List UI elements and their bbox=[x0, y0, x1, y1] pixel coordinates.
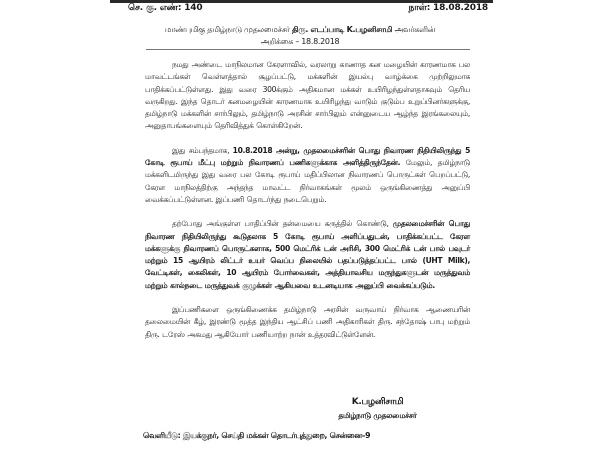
paragraph-text: மேலும், தமிழ்நாடு மக்களிடமிருந்து இது வரை பல கோடி ரூபாய் மதிப்பிலான நிவாரணப் பொருட்கள் பெறப்பட்டு, கேரள மாநிலத்திற்கு அந்தந்த மாவட்ட நிர்வாகங்கள் மூலம் ஒருங்கிணைத்து அனுப்பி வைக்கப்பட்டுள்ளன. இப்பணி தொடர்ந்து நடைபெறும். bbox=[145, 158, 470, 204]
heading-line-1 bbox=[128, 24, 472, 36]
statement-body bbox=[145, 59, 470, 353]
paragraph-bold-text: 10.8.2018 அன்று, முதலமைச்சரின் பொது நிவாரண நிதியிலிருந்து 5 கோடி ரூபாய் மீட்பு மற்றும் நிவாரணப் பணிகளுக்காக அளித்திருந்தேன். bbox=[145, 145, 471, 168]
reference-number: செ. கு. எண்: 140 bbox=[128, 3, 203, 13]
signatory-title: தமிழ்நாடு முதலமைச்சர் bbox=[338, 411, 417, 420]
heading-chief-minister-name: திரு. எடப்பாடி K.பழனிசாமி bbox=[291, 25, 393, 34]
paragraph-text: தற்போது அங்குள்ள பாதிப்பின் தன்மையை கருத்தில் கொண்டு, bbox=[172, 219, 393, 229]
signatory-name: K.பழனிசாமி bbox=[351, 397, 404, 407]
reference-line bbox=[128, 3, 488, 14]
paragraph-text: இது சம்பந்தமாக, bbox=[172, 145, 233, 155]
paragraph-2 bbox=[145, 145, 470, 206]
signature-block bbox=[320, 395, 435, 423]
paragraph-text: நமது அண்டை மாநிலமான கேரளாவில், வரலாறு காணாத கன மழையின் காரணமாக பல மாவட்டங்கள் வெள்ளத்தால் சூழப்பட்டு, மக்களின் இயல்பு வாழ்க்கை முற்றிலுமாக பாதிக்கப்பட்டுள்ளது. இது வரை 300க்கும் அதிகமான மக்கள் உயிரிழந்துள்ளதாகவும் தெரிய வருகிறது. இந்த தொடர் கனமழையின் காரணமாக உயிரிழந்து வாடும் குடும்ப உறுப்பினர்களுக்கு, தமிழ்நாடு மக்களின் சார்பிலும், தமிழ்நாடு அரசின் சார்பிலும் என்னுடைய ஆழ்ந்த இரங்கலையும், அனுதாபங்களையும் தெரிவித்துக் கொள்கிறேன். bbox=[145, 60, 470, 131]
paragraph-text: இப்பணிகளை ஒருங்கிணைக்க தமிழ்நாடு அரசின் வருவாய் நிர்வாக ஆணையரின் தலைமையின் கீழ், இரண்டு மூத்த இந்திய ஆட்சிப் பணி அதிகாரிகள் திரு. சந்தோஷ் பாபு மற்றும் திரு. டரேஸ் அகமது ஆகியோர் பணியாற்ற நான் உத்தரவிட்டுள்ளேன். bbox=[145, 305, 470, 339]
heading-suffix: அவர்களின் bbox=[394, 25, 436, 34]
document-heading bbox=[128, 24, 472, 48]
heading-divider bbox=[146, 49, 470, 50]
paragraph-4 bbox=[145, 304, 470, 341]
paragraph-3 bbox=[145, 218, 470, 292]
release-date: நாள்: 18.08.2018 bbox=[408, 3, 488, 13]
paragraph-bold-text: முதலமைச்சரின் பொது நிவாரண நிதியிலிருந்து கூடுதலாக 5 கோடி ரூபாய் அளிப்பதுடன், பாதிக்கப்பட்ட கேரள மக்களுக்கு நிவாரணப் பொருட்களாக, 500 மெட்ரிக் டன் அரிசி, 300 மெட்ரிக் டன் பால் பவுடர் மற்றும் 15 ஆயிரம் லிட்டர் உயர் வெப்ப நிலையில் பதப்படுத்தப்பட்ட பால் (UHT Milk), வேட்டிகள், கைலிகள், 10 ஆயிரம் போர்வைகள், அத்தியாவசிய மருந்துகளுடன் மருத்துவம் மற்றும் கால்நடை மருத்துவக் குழுக்கள் ஆகியவை உடனடியாக அனுப்பி வைக்கப்படும். bbox=[145, 219, 471, 290]
heading-line-2: அறிக்கை – 18.8.2018 bbox=[260, 37, 340, 46]
heading-prefix: மாண்புமிகு தமிழ்நாடு முதலமைச்சர் bbox=[164, 25, 290, 34]
paragraph-1 bbox=[145, 59, 470, 133]
release-footer: வெளியீடு: இயக்குநர், செய்தி மக்கள் தொடர்புத்துறை, சென்னை–9 bbox=[143, 431, 371, 440]
